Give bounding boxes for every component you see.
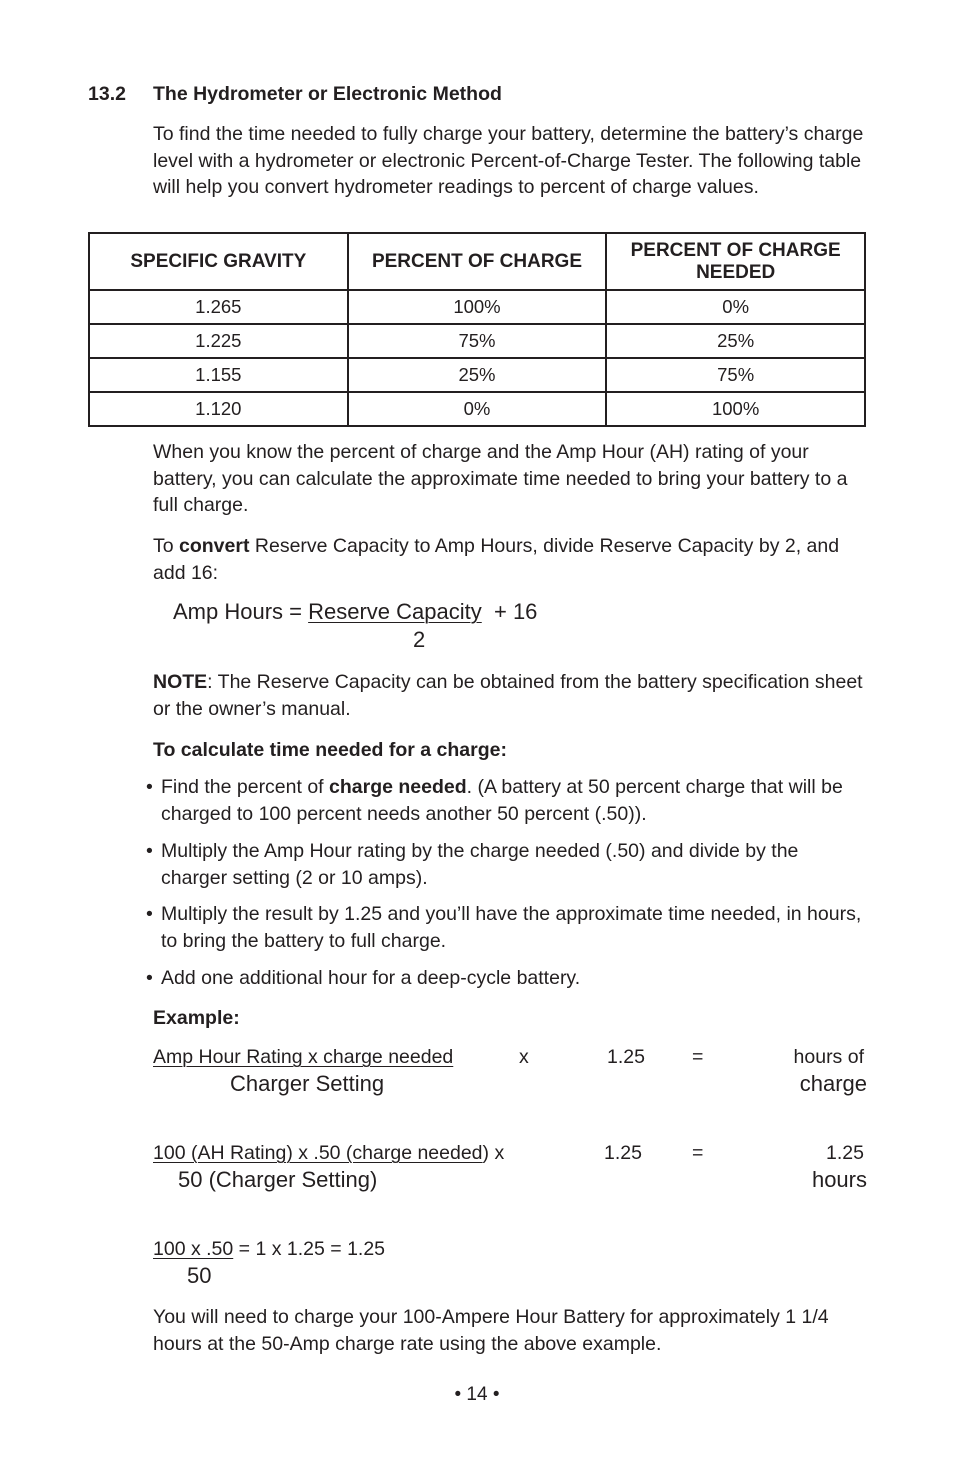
- table-row: [89, 324, 865, 358]
- example3-line: [153, 1236, 385, 1263]
- formula-denominator: 2: [413, 627, 426, 652]
- header-specific-gravity: SPECIFIC GRAVITY: [89, 233, 348, 290]
- header-percent-needed: PERCENT OF CHARGE NEEDED: [606, 233, 865, 290]
- closing-paragraph: [153, 1304, 865, 1357]
- example1-result-line2: charge: [799, 1071, 867, 1096]
- example2-times: ) x: [482, 1142, 505, 1164]
- list-item: [146, 965, 866, 992]
- example3-rest: = 1 x 1.25 = 1.25: [233, 1238, 386, 1260]
- table-cell: 75%: [606, 358, 865, 392]
- amp-hours-formula: [173, 599, 537, 625]
- bullet-text: Find the percent of: [161, 776, 330, 798]
- table-cell: 100%: [348, 290, 607, 324]
- formula-numerator: Reserve Capacity: [308, 599, 482, 624]
- amp-hour-text: When you know the percent of charge and the Amp Hour (AH) rating of your battery, you can calculate the approximate time needed to bring your battery to a full charge.: [153, 441, 848, 516]
- table-cell: 100%: [606, 392, 865, 426]
- list-item: [146, 838, 866, 892]
- page-number: • 14 •: [454, 1384, 500, 1405]
- example1-equals: =: [692, 1046, 704, 1068]
- example2-equals: =: [692, 1142, 704, 1164]
- bullet-text: Add one additional hour for a deep-cycle battery.: [161, 967, 581, 989]
- table-cell: 75%: [348, 324, 607, 358]
- table-cell: 1.265: [89, 290, 348, 324]
- calc-heading: To calculate time needed for a charge:: [153, 739, 507, 761]
- bullet-text: Multiply the result by 1.25 and you’ll have the approximate time needed, in hours, to bring the battery to full charge.: [161, 903, 862, 952]
- convert-bold: convert: [179, 535, 250, 557]
- table-header-row: [89, 233, 865, 290]
- table-cell: 25%: [606, 324, 865, 358]
- bullet-marker: •: [146, 967, 153, 989]
- header-percent-of-charge: PERCENT OF CHARGE: [348, 233, 607, 290]
- list-item: [146, 901, 866, 955]
- note-label: NOTE: [153, 671, 208, 693]
- table-cell: 25%: [348, 358, 607, 392]
- note-paragraph: [153, 669, 865, 722]
- table-cell: 0%: [348, 392, 607, 426]
- example1-factor: 1.25: [607, 1046, 645, 1068]
- list-item: [146, 774, 866, 828]
- specific-gravity-table: [88, 232, 866, 427]
- amp-hour-paragraph: [153, 439, 865, 519]
- convert-rest: Reserve Capacity to Amp Hours, divide Reserve Capacity by 2, and add 16:: [153, 535, 840, 584]
- example1-result-line1: hours of: [793, 1046, 864, 1068]
- table-cell: 1.120: [89, 392, 348, 426]
- example3-denominator: 50: [187, 1263, 212, 1288]
- bullet-bold: charge needed: [329, 776, 467, 798]
- formula-lhs: Amp Hours =: [173, 599, 309, 624]
- note-text: : The Reserve Capacity can be obtained from the battery specification sheet or the owner’s manual.: [153, 671, 863, 720]
- table-cell: 1.155: [89, 358, 348, 392]
- bullet-marker: •: [146, 776, 153, 798]
- bullet-text: Multiply the Amp Hour rating by the charge needed (.50) and divide by the charger setting (2 or 10 amps).: [161, 840, 799, 889]
- table-row: [89, 290, 865, 324]
- intro-text: To find the time needed to fully charge your battery, determine the battery’s charge level with a hydrometer or electronic Percent-of-Charge Tester. The following table will help you convert hydrometer readings to percent of charge values.: [153, 123, 864, 198]
- example2-numerator: 100 (AH Rating) x .50 (charge needed: [153, 1142, 483, 1164]
- example-label: Example:: [153, 1007, 240, 1029]
- example1-numerator: Amp Hour Rating x charge needed: [153, 1046, 454, 1068]
- formula-plus: + 16: [493, 599, 538, 624]
- table-cell: 0%: [606, 290, 865, 324]
- bullet-text-rest: . (A battery at 50 percent charge that will be charged to 100 percent needs another 50 percent (.50)).: [161, 776, 843, 825]
- convert-prefix: To: [153, 535, 180, 557]
- bullet-marker: •: [146, 903, 153, 925]
- table-row: [89, 392, 865, 426]
- section-number: 13.2: [88, 83, 126, 105]
- example2-denominator: 50 (Charger Setting): [178, 1167, 378, 1192]
- intro-paragraph: [153, 121, 865, 201]
- example2-factor: 1.25: [604, 1142, 642, 1164]
- example3-numerator: 100 x .50: [153, 1238, 234, 1260]
- example1-times: x: [519, 1046, 529, 1068]
- section-title: The Hydrometer or Electronic Method: [153, 83, 502, 105]
- example1-denominator: Charger Setting: [230, 1071, 385, 1096]
- table-row: [89, 358, 865, 392]
- example2-result-line1: 1.25: [826, 1142, 864, 1164]
- example2-numerator-line: [153, 1140, 504, 1167]
- convert-paragraph: [153, 533, 865, 586]
- table-cell: 1.225: [89, 324, 348, 358]
- closing-text: You will need to charge your 100-Ampere Hour Battery for approximately 1 1/4 hours at the 50-Amp charge rate using the above example.: [153, 1306, 829, 1355]
- example2-result-line2: hours: [811, 1167, 867, 1192]
- bullet-marker: •: [146, 840, 153, 862]
